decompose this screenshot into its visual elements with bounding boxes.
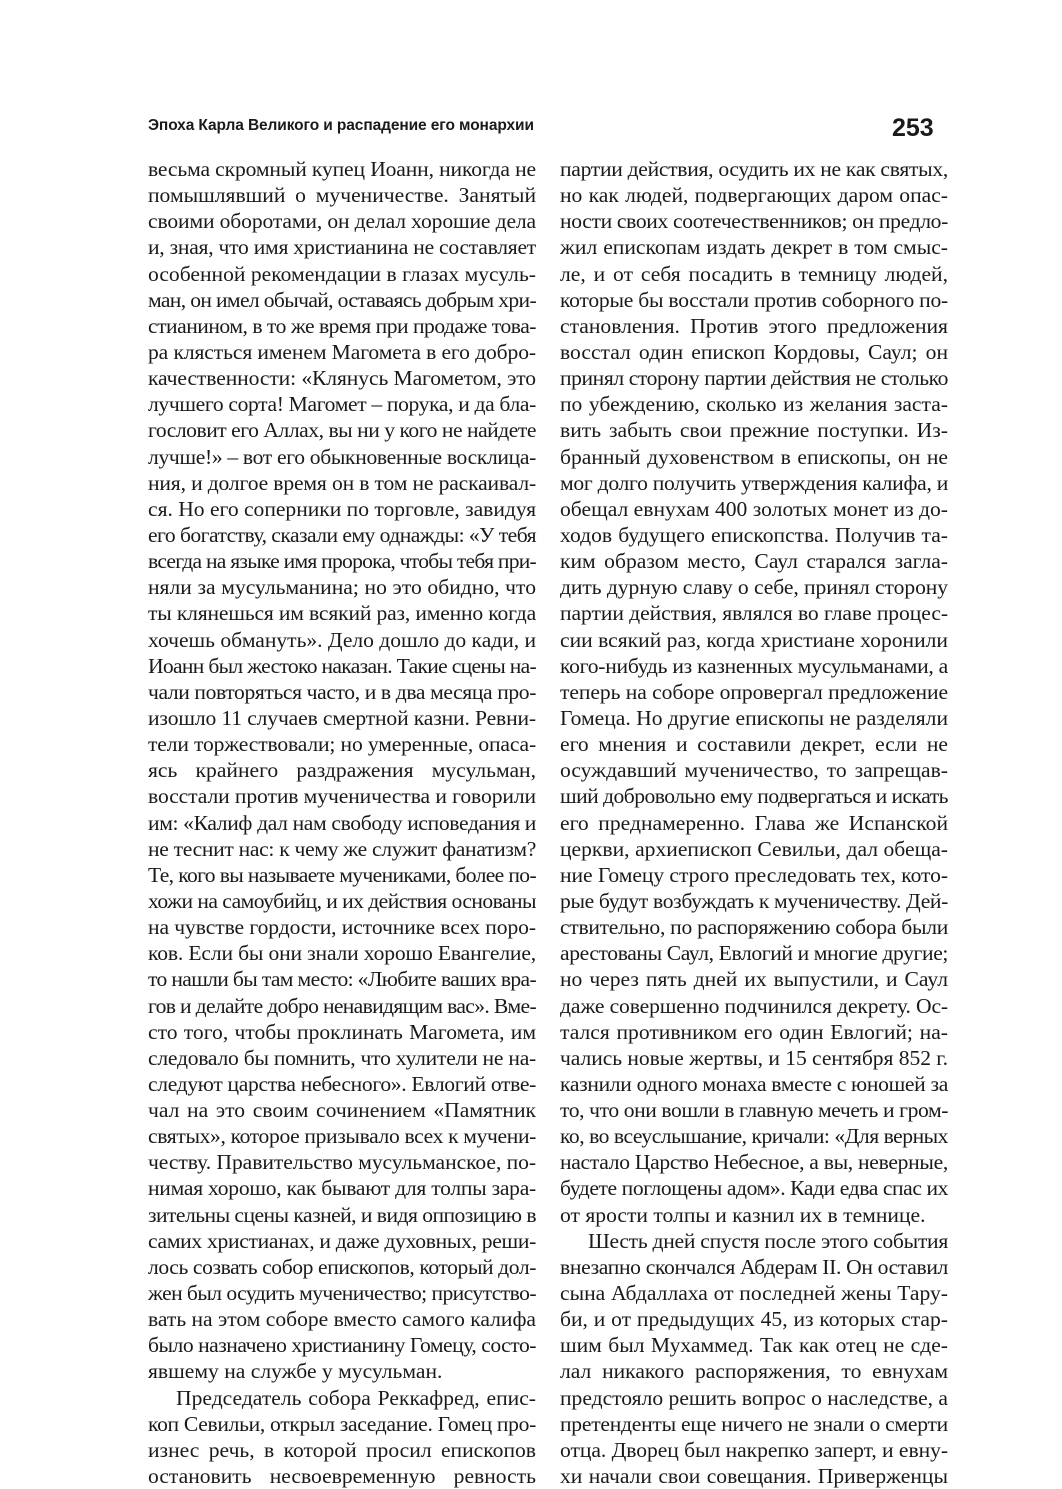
text-line: ясь крайнего раздражения мусульман, (148, 758, 536, 783)
text-line: своими оборотами, он делал хорошие дела (148, 209, 536, 234)
text-line: ствительно, по распоряжению собора были (560, 915, 948, 940)
text-line: рые будут возбуждать к мученичеству. Дей- (560, 888, 948, 913)
text-line: следуют царства небесного». Евлогий отве- (148, 1071, 536, 1096)
right-text-column (560, 156, 948, 1489)
text-line: казнили одного монаха вместе с юношей за (560, 1071, 948, 1096)
text-line: ра клясться именем Магомета в его добро- (148, 339, 536, 364)
text-line: весьма скромный купец Иоанн, никогда не (148, 157, 536, 181)
text-line: сто того, чтобы проклинать Магомета, им (148, 1019, 536, 1044)
text-line: им: «Калиф дал нам свободу исповедания и (148, 810, 536, 835)
text-line: даже совершенно подчинился декрету. Ос- (560, 993, 948, 1018)
text-line: но как людей, подвергающих даром опас- (560, 183, 948, 208)
text-line: ние Гомецу строго преследовать тех, кото- (560, 862, 948, 887)
text-line: вать на этом соборе вместо самого калифа (148, 1307, 536, 1332)
text-line: гов и делайте добро ненавидящим вас». Вме- (148, 993, 536, 1018)
text-line: помышлявший о мученичестве. Занятый (148, 183, 536, 208)
text-line: партии действия, являлся во главе процес- (560, 601, 948, 626)
running-title: Эпоха Карла Великого и распадение его монархии (148, 117, 534, 134)
text-line: то, что они вошли в главную мечеть и гром- (560, 1098, 948, 1123)
text-line: не теснит нас: к чему же служит фанатизм? (148, 836, 536, 861)
text-line: изошло 11 случаев смертной казни. Ревни- (148, 705, 536, 730)
left-text-column (148, 156, 536, 1489)
text-line: восстал один епископ Кордовы, Саул; он (560, 339, 948, 364)
text-line: обещал евнухам 400 золотых монет из до- (560, 496, 948, 521)
text-line: ходов будущего епископства. Получив та- (560, 522, 948, 547)
text-line: явшему на службе у мусульман. (148, 1359, 443, 1384)
text-line: арестованы Саул, Евлогий и многие другие; (560, 941, 948, 966)
text-line: качественности: «Клянусь Магометом, это (148, 366, 536, 391)
text-line: становления. Против этого предложения (560, 313, 948, 338)
text-line: отца. Дворец был накрепко заперт, и евну- (560, 1437, 948, 1462)
text-line: на чувстве гордости, источнике всех поро- (148, 915, 536, 940)
text-line: мог долго получить утверждения калифа, и (560, 470, 949, 495)
text-line: самих христианах, и даже духовных, реши- (148, 1228, 536, 1253)
text-line: церкви, архиепископ Севильи, дал обеща- (560, 836, 948, 861)
text-line: особенной рекомендации в глазах мусуль- (148, 261, 536, 286)
text-line: хи начали свои совещания. Приверженцы (560, 1464, 948, 1489)
text-line: принял сторону партии действия не столько (560, 366, 948, 391)
text-line: претенденты еще ничего не знали о смерти (560, 1411, 948, 1436)
text-line: от ярости толпы и казнил их в темнице. (560, 1202, 926, 1227)
text-line: Иоанн был жестоко наказан. Такие сцены на- (148, 653, 536, 678)
text-line: би, и от предыдущих 45, из которых стар- (560, 1307, 948, 1332)
text-line: его мнения и составили декрет, если не (560, 732, 948, 757)
page-number: 253 (892, 114, 934, 142)
text-line: остановить несвоевременную ревность (148, 1464, 536, 1489)
text-line: внезапно скончался Абдерам II. Он оставил (560, 1254, 948, 1279)
text-line: лучше!» – вот его обыкновенные восклица- (148, 444, 536, 469)
text-line: будете поглощены адом». Кади едва спас их (560, 1176, 948, 1201)
text-line: бранный духовенством в епископы, он не (560, 444, 948, 469)
text-line: сии всякий раз, когда христиане хоронили (560, 627, 948, 652)
text-line: партии действия, осудить их не как святых, (560, 157, 948, 181)
text-line: чали повторяться часто, и в два месяца про- (148, 679, 537, 704)
text-line: коп Севильи, открыл заседание. Гомец про- (148, 1411, 536, 1436)
text-line: изнес речь, в которой просил епископов (148, 1437, 536, 1462)
text-line: гословит его Аллах, вы ни у кого не найдете (148, 418, 536, 443)
text-line: его богатству, сказали ему однажды: «У тебя (148, 522, 536, 547)
text-line: жен был осудить мученичество; присутство- (148, 1281, 536, 1306)
text-line: тели торжествовали; но умеренные, опаса- (148, 732, 536, 757)
text-line: Гомеца. Но другие епископы не разделяли (560, 705, 948, 730)
text-line: всегда на языке имя пророка, чтобы тебя при- (148, 549, 536, 574)
text-line: то нашли бы там место: «Любите ваших вра- (148, 967, 536, 992)
text-line: следовало бы помнить, что хулители не на- (148, 1045, 536, 1070)
text-line: чал на это своим сочинением «Памятник (148, 1098, 536, 1123)
text-line: которые бы восстали против соборного по- (560, 287, 948, 312)
text-line: чались новые жертвы, и 15 сентября 852 г. (560, 1045, 948, 1070)
text-line: по убеждению, сколько из желания заста- (560, 392, 948, 417)
text-line: Те, кого вы называете мучениками, более по- (148, 862, 536, 887)
text-line: кого-нибудь из казненных мусульманами, а (560, 653, 948, 678)
text-line: святых», которое призывало всех к мучени- (148, 1124, 536, 1149)
text-line: ты клянешься им всякий раз, именно когда (148, 601, 536, 626)
text-line: стианином, в то же время при продаже това- (148, 313, 536, 338)
text-line: и, зная, что имя христианина не составляет (148, 235, 536, 260)
text-line: нимая хорошо, как бывают для толпы зара- (148, 1176, 536, 1201)
text-line: предстояло решить вопрос о наследстве, а (560, 1385, 948, 1410)
text-line: честву. Правительство мусульманское, по- (148, 1150, 536, 1175)
text-line: жил епископам издать декрет в том смыс- (560, 235, 948, 260)
text-line: ле, и от себя посадить в темницу людей, (560, 261, 948, 286)
text-line: но через пять дней их выпустили, и Саул (560, 967, 948, 992)
text-line: вить забыть свои прежние поступки. Из- (560, 418, 948, 443)
text-line: ния, и долгое время он в том не раскаивал- (148, 470, 536, 495)
text-line: было назначено христианину Гомецу, состо- (148, 1333, 536, 1358)
text-line: его преднамеренно. Глава же Испанской (560, 810, 948, 835)
text-line: тался противником его один Евлогий; на- (560, 1019, 948, 1044)
text-line: осуждавший мученичество, то запрещав- (560, 758, 948, 783)
text-line: ший добровольно ему подвергаться и искать (560, 784, 948, 809)
text-line: Шесть дней спустя после этого события (588, 1228, 948, 1253)
text-line: няли за мусульманина; но это обидно, что (148, 575, 536, 600)
text-line: настало Царство Небесное, а вы, неверные, (560, 1150, 948, 1175)
text-line: лось созвать собор епископов, который дол- (148, 1254, 536, 1279)
text-line: ким образом место, Саул старался загла- (560, 549, 948, 574)
text-line: ков. Если бы они знали хорошо Евангелие, (148, 941, 536, 966)
text-line: ся. Но его соперники по торговле, завидуя (148, 496, 536, 521)
text-line: Председатель собора Реккафред, епис- (176, 1385, 536, 1410)
text-line: ко, во всеуслышание, кричали: «Для верных (560, 1124, 949, 1149)
text-line: теперь на соборе опровергал предложение (560, 679, 948, 704)
text-line: шим был Мухаммед. Так как отец не сде- (560, 1333, 948, 1358)
text-line: лучшего сорта! Магомет – порука, и да бла- (148, 392, 536, 417)
text-line: хочешь обмануть». Дело дошло до кади, и (148, 627, 536, 652)
text-line: восстали против мученичества и говорили (148, 784, 536, 809)
text-line: ман, он имел обычай, оставаясь добрым хри- (148, 287, 536, 312)
text-line: ности своих соотечественников; он предло- (560, 209, 948, 234)
text-line: дить дурную славу о себе, принял сторону (560, 575, 948, 600)
text-line: зительны сцены казней, и видя оппозицию в (148, 1202, 536, 1227)
text-line: сына Абдаллаха от последней жены Тару- (560, 1281, 948, 1306)
text-line: лал никакого распоряжения, то евнухам (560, 1359, 948, 1384)
text-line: хожи на самоубийц, и их действия основаны (148, 888, 536, 913)
